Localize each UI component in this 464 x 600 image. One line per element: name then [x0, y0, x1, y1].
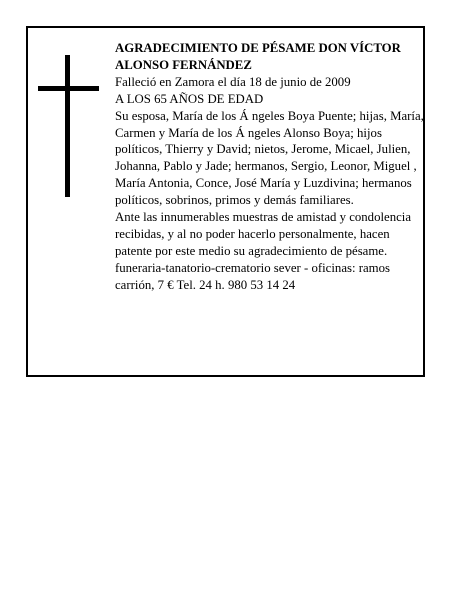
cross-horizontal-bar — [38, 86, 99, 91]
funeral-home-line: funeraria-tanatorio-crematorio sever - oficinas: ramos carrión, 7 € Tel. 24 h. 980 53 14 24 — [115, 260, 391, 292]
age-line: A LOS 65 AÑOS DE EDAD — [115, 91, 264, 106]
notice-title: AGRADECIMIENTO DE PÉSAME DON VÍCTOR ALONSO FERNÁNDEZ — [115, 41, 401, 72]
family-paragraph: Su esposa, María de los Á ngeles Boya Puente; hijas, María, Carmen y María de los Á ngeles Alonso Boya; hijos políticos, Thierry y David; nietos, Jerome, Micael, Julien, Johanna, Pablo y Jade; hermanos, Sergio, Leonor, Miguel , María Antonia, Conce, José María y Luzdivina; hermanos políticos, sobrinos, primos y demás familiares. — [115, 108, 424, 208]
thanks-paragraph: Ante las innumerables muestras de amistad y condolencia recibidas, y al no poder hacerlo personalmente, hacen patente por este medio su agradecimiento de pésame. — [115, 210, 412, 258]
death-date-line: Falleció en Zamora el día 18 de junio de 2009 — [115, 74, 351, 89]
latin-cross-icon — [38, 55, 99, 197]
notice-text-block — [115, 40, 425, 294]
cross-vertical-bar — [65, 55, 70, 197]
obituary-notice-frame — [26, 26, 425, 377]
